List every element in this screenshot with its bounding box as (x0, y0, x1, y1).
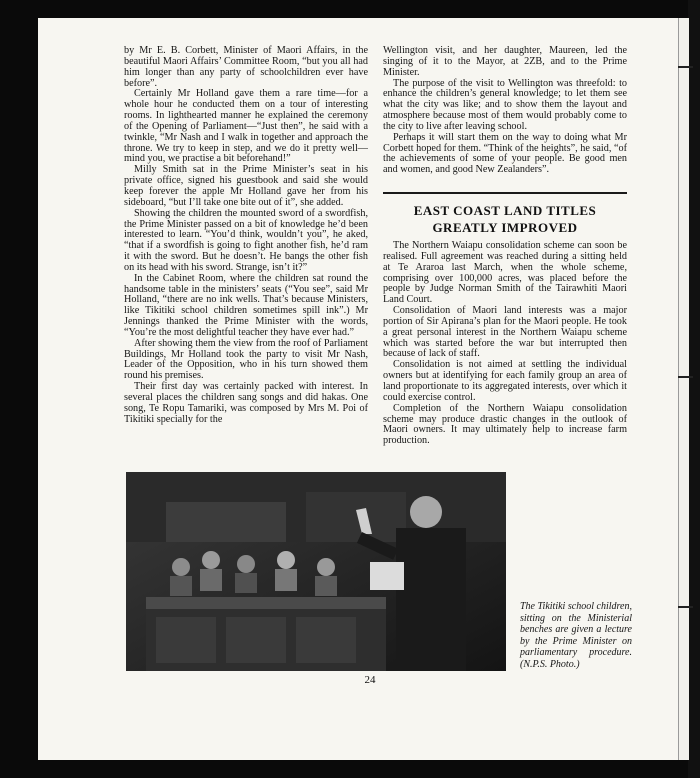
headline-line-1: EAST COAST LAND TITLES (413, 203, 597, 218)
paragraph: After showing them the view from the roof of Parliament Buildings, Mr Holland took the party to visit Mr Nash, Leader of the Opposition, who in his turn showed them round his premises. (124, 337, 368, 382)
paragraph: by Mr E. B. Corbett, Minister of Maori Affairs, in the beautiful Maori Affairs’ Committee Room, “but you all had him longer than any party of schoolchildren ever have before”. (124, 45, 368, 89)
page-edge-strip (678, 18, 689, 760)
photo-caption: The Tikitiki school children, sitting on the Ministerial benches are given a lecture by the Prime Minister on parliamentary procedure. (N.P.S. Photo.) (520, 601, 632, 670)
section-divider (383, 192, 627, 194)
article-body (383, 241, 627, 447)
page-number: 24 (364, 674, 376, 686)
binding-edge (688, 0, 700, 778)
paragraph: Their first day was certainly packed with interest. In several places the children sang songs and did hakas. One song, Te Ropu Tamariki, was composed by Mrs M. Poi of Tikitiki specially for the (124, 381, 368, 425)
paragraph: Consolidation is not aimed at settling the individual owners but at identifying for each family group an area of land proportionate to its aggregated interests, over which it could exercise control. (383, 359, 627, 403)
paragraph: Consolidation of Maori land interests was a major portion of Sir Apirana’s plan for the Maori people. He took a great personal interest in the Northern Waiapu scheme which was started before the war but interrupted then because of lack of staff. (383, 305, 627, 360)
paragraph: Showing the children the mounted sword of a swordfish, the Prime Minister passed on a bit of knowledge he’d been interested to learn. “You’d think, wouldn’t you”, he aked, “that if a swordfish is going to fight another fish, he’d ram it with the sword. But he doesn’t. He bangs the other fish on its head with his sword. Strange, isn’t it?” (124, 207, 368, 273)
left-column (124, 46, 368, 426)
paragraph: Certainly Mr Holland gave them a rare time—for a whole hour he conducted them on a tour of interesting rooms. In lighthearted manner he explained the ceremony of the Opening of Parliament—“Just then”, he said with a twinkle, “Mr Nash and I walk in together and approach the throne. We try to keep in step, and we do it pretty well—mind you, we practise a bit beforehand!” (124, 88, 368, 165)
paragraph: The Northern Waiapu consolidation scheme can soon be realised. Full agreement was reached during a sitting held at Te Araroa last March, when the whole scheme, comprising over 100,000 acres, was placed before the people by Judge Norman Smith of the Tairawhiti Maori Land Court. (383, 240, 627, 306)
paragraph: Completion of the Northern Waiapu consolidation scheme may produce drastic changes in the outlook of Maori owners. It may ultimately help to increase farm production. (383, 402, 627, 447)
article-headline (383, 202, 627, 236)
paragraph: In the Cabinet Room, where the children sat round the handsome table in the ministers’ seats (“You see”, said Mr Holland, “there are no ink wells. That’s because Ministers, like Tikitiki school children sometimes spill ink”.) Mr Jennings thanked the Prime Minister with the words, “You’re the most delightful teacher they have ever had.” (124, 272, 368, 338)
paragraph: Wellington visit, and her daughter, Maureen, led the singing of it to the Mayor, at 2ZB, and to the Prime Minister. (383, 45, 627, 78)
paragraph: Perhaps it will start them on the way to doing what Mr Corbett hoped for them. “Think of the heights”, he said, “of the achievements of some of your people. Be good men and women, and good New Zealanders”. (383, 131, 627, 176)
headline-line-2: GREATLY IMPROVED (432, 220, 578, 235)
press-photo (126, 472, 506, 671)
paragraph: Milly Smith sat in the Prime Minister’s seat in his private office, signed his guestbook and said she would keep forever the apple Mr Holland gave her from his sideboard, “but I’ll take one bite out of it”, she added. (124, 164, 368, 208)
right-column-top (383, 46, 627, 176)
paragraph: The purpose of the visit to Wellington was threefold: to enhance the children’s general knowledge; to let them see what the city was like; and to show them the layout and atmosphere because most of them would probably come to the city to live after leaving school. (383, 77, 627, 132)
